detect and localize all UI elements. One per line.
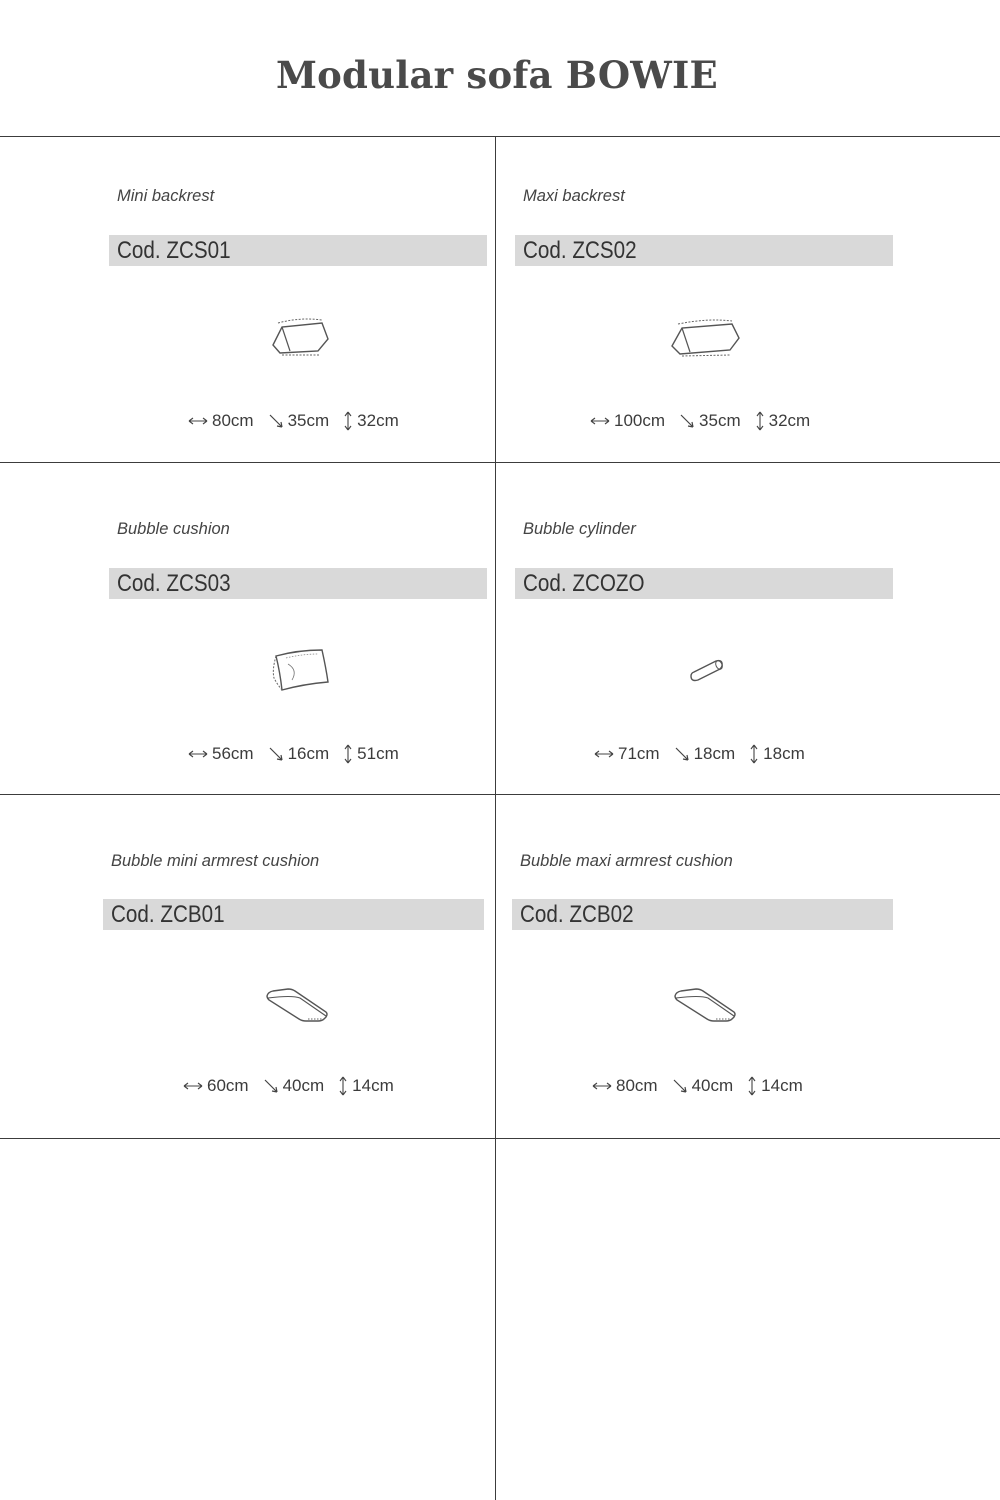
page-title: Modular sofa BOWIE: [276, 53, 718, 97]
depth-arrow-icon: [268, 746, 284, 762]
dimensions: [590, 411, 810, 431]
backrest-icon: [668, 318, 744, 360]
width-arrow-icon: [188, 749, 208, 759]
product-code: Cod. ZCS01: [109, 235, 487, 266]
grid-line: [0, 1138, 1000, 1139]
height-dimension: 32cm: [755, 411, 811, 431]
product-code: Cod. ZCB01: [103, 899, 484, 930]
dimensions: [592, 1076, 803, 1096]
width-dimension: 100cm: [590, 411, 665, 431]
depth-dimension: 18cm: [674, 744, 736, 764]
depth-arrow-icon: [268, 413, 284, 429]
armrest-cushion-icon: [264, 986, 330, 1026]
product-code: Cod. ZCB02: [512, 899, 893, 930]
width-dimension: 80cm: [592, 1076, 658, 1096]
width-arrow-icon: [590, 416, 610, 426]
grid-divider: [495, 137, 496, 1500]
cylinder-icon: [688, 656, 726, 684]
depth-dimension: 40cm: [672, 1076, 734, 1096]
product-name: Mini backrest: [117, 187, 215, 205]
width-arrow-icon: [594, 749, 614, 759]
product-name: Bubble mini armrest cushion: [111, 852, 320, 870]
depth-arrow-icon: [679, 413, 695, 429]
height-dimension: 32cm: [343, 411, 399, 431]
product-name: Bubble cushion: [117, 520, 230, 538]
depth-dimension: 35cm: [679, 411, 741, 431]
depth-arrow-icon: [672, 1078, 688, 1094]
dimensions: [188, 744, 399, 764]
grid-line: [0, 136, 1000, 137]
height-arrow-icon: [343, 411, 353, 431]
armrest-cushion-icon: [672, 986, 738, 1026]
grid-line: [0, 462, 1000, 463]
product-name: Bubble maxi armrest cushion: [520, 852, 733, 870]
product-code: Cod. ZCS02: [515, 235, 893, 266]
height-arrow-icon: [749, 744, 759, 764]
width-arrow-icon: [183, 1081, 203, 1091]
height-arrow-icon: [343, 744, 353, 764]
depth-dimension: 16cm: [268, 744, 330, 764]
width-dimension: 56cm: [188, 744, 254, 764]
height-arrow-icon: [747, 1076, 757, 1096]
grid-line: [0, 794, 1000, 795]
dimensions: [594, 744, 805, 764]
height-arrow-icon: [755, 411, 765, 431]
height-dimension: 18cm: [749, 744, 805, 764]
width-dimension: 71cm: [594, 744, 660, 764]
width-dimension: 60cm: [183, 1076, 249, 1096]
depth-arrow-icon: [674, 746, 690, 762]
cushion-icon: [268, 644, 332, 694]
depth-dimension: 40cm: [263, 1076, 325, 1096]
product-name: Maxi backrest: [523, 187, 625, 205]
backrest-icon: [268, 315, 334, 361]
width-arrow-icon: [592, 1081, 612, 1091]
height-dimension: 14cm: [338, 1076, 394, 1096]
width-arrow-icon: [188, 416, 208, 426]
product-code: Cod. ZCS03: [109, 568, 487, 599]
depth-dimension: 35cm: [268, 411, 330, 431]
product-name: Bubble cylinder: [523, 520, 636, 538]
height-dimension: 14cm: [747, 1076, 803, 1096]
dimensions: [183, 1076, 394, 1096]
height-dimension: 51cm: [343, 744, 399, 764]
product-code: Cod. ZCOZO: [515, 568, 893, 599]
dimensions: [188, 411, 399, 431]
depth-arrow-icon: [263, 1078, 279, 1094]
height-arrow-icon: [338, 1076, 348, 1096]
width-dimension: 80cm: [188, 411, 254, 431]
